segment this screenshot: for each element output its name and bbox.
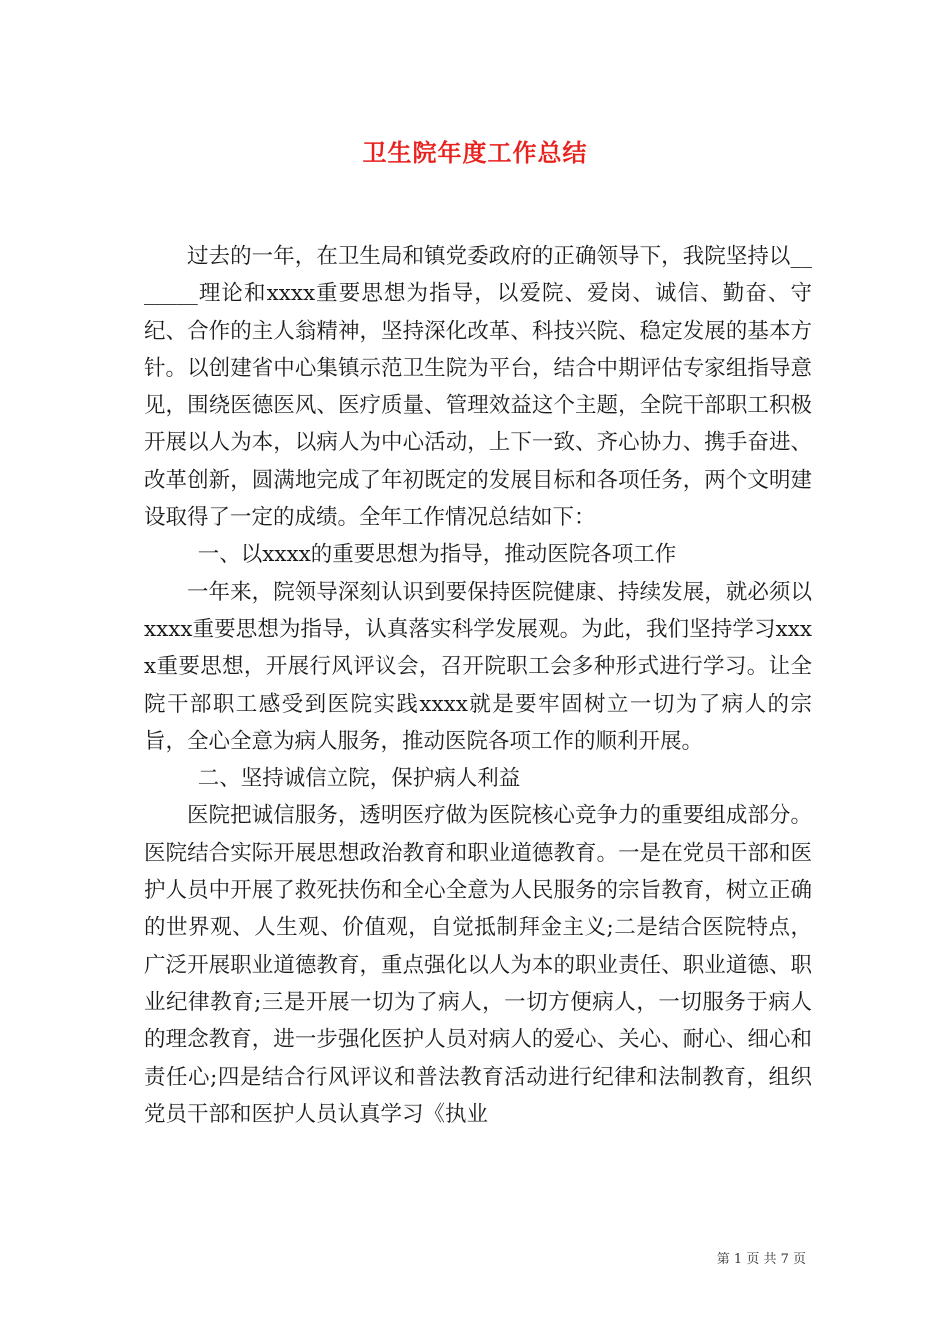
document-body — [144, 238, 812, 1133]
section-heading-2: 二、坚持诚信立院，保护病人利益 — [197, 766, 521, 792]
paragraph-section-2: 医院把诚信服务，透明医疗做为医院核心竞争力的重要组成部分。医院结合实际开展思想政治教育和职业道德教育。一是在党员干部和医护人员中开展了救死扶伤和全心全意为人民服务的宗旨教育，树立正确的世界观、人生观、价值观，自觉抵制拜金主义;二是结合医院特点，广泛开展职业道德教育，重点强化以人为本的职业责任、职业道德、职业纪律教育;三是开展一切为了病人，一切方便病人，一切服务于病人的理念教育，进一步强化医护人员对病人的爱心、关心、耐心、细心和责任心;四是结合行风评议和普法教育活动进行纪律和法制教育，组织党员干部和医护人员认真学习《执业 — [144, 803, 812, 1127]
paragraph-section-1: 一年来，院领导深刻认识到要保持医院健康、持续发展，就必须以xxxx重要思想为指导，认真落实科学发展观。为此，我们坚持学习xxxx重要思想，开展行风评议会，召开院职工会多种形式进行学习。让全院干部职工感受到医院实践xxxx就是要牢固树立一切为了病人的宗旨，全心全意为病人服务，推动医院各项工作的顺利开展。 — [144, 579, 812, 754]
section-heading-1: 一、以xxxx的重要思想为指导，推动医院各项工作 — [197, 542, 677, 568]
document-title: 卫生院年度工作总结 — [362, 139, 588, 167]
page-number: 第 1 页 共 7 页 — [716, 1252, 806, 1267]
paragraph-intro: 过去的一年，在卫生局和镇党委政府的正确领导下，我院坚持以_______理论和xxxx重要思想为指导，以爱院、爱岗、诚信、勤奋、守纪、合作的主人翁精神，坚持深化改革、科技兴院、稳定发展的基本方针。以创建省中心集镇示范卫生院为平台，结合中期评估专家组指导意见，围绕医德医风、医疗质量、管理效益这个主题，全院干部职工积极开展以人为本，以病人为中心活动，上下一致、齐心协力、携手奋进、改革创新，圆满地完成了年初既定的发展目标和各项任务，两个文明建设取得了一定的成绩。全年工作情况总结如下： — [144, 244, 812, 531]
